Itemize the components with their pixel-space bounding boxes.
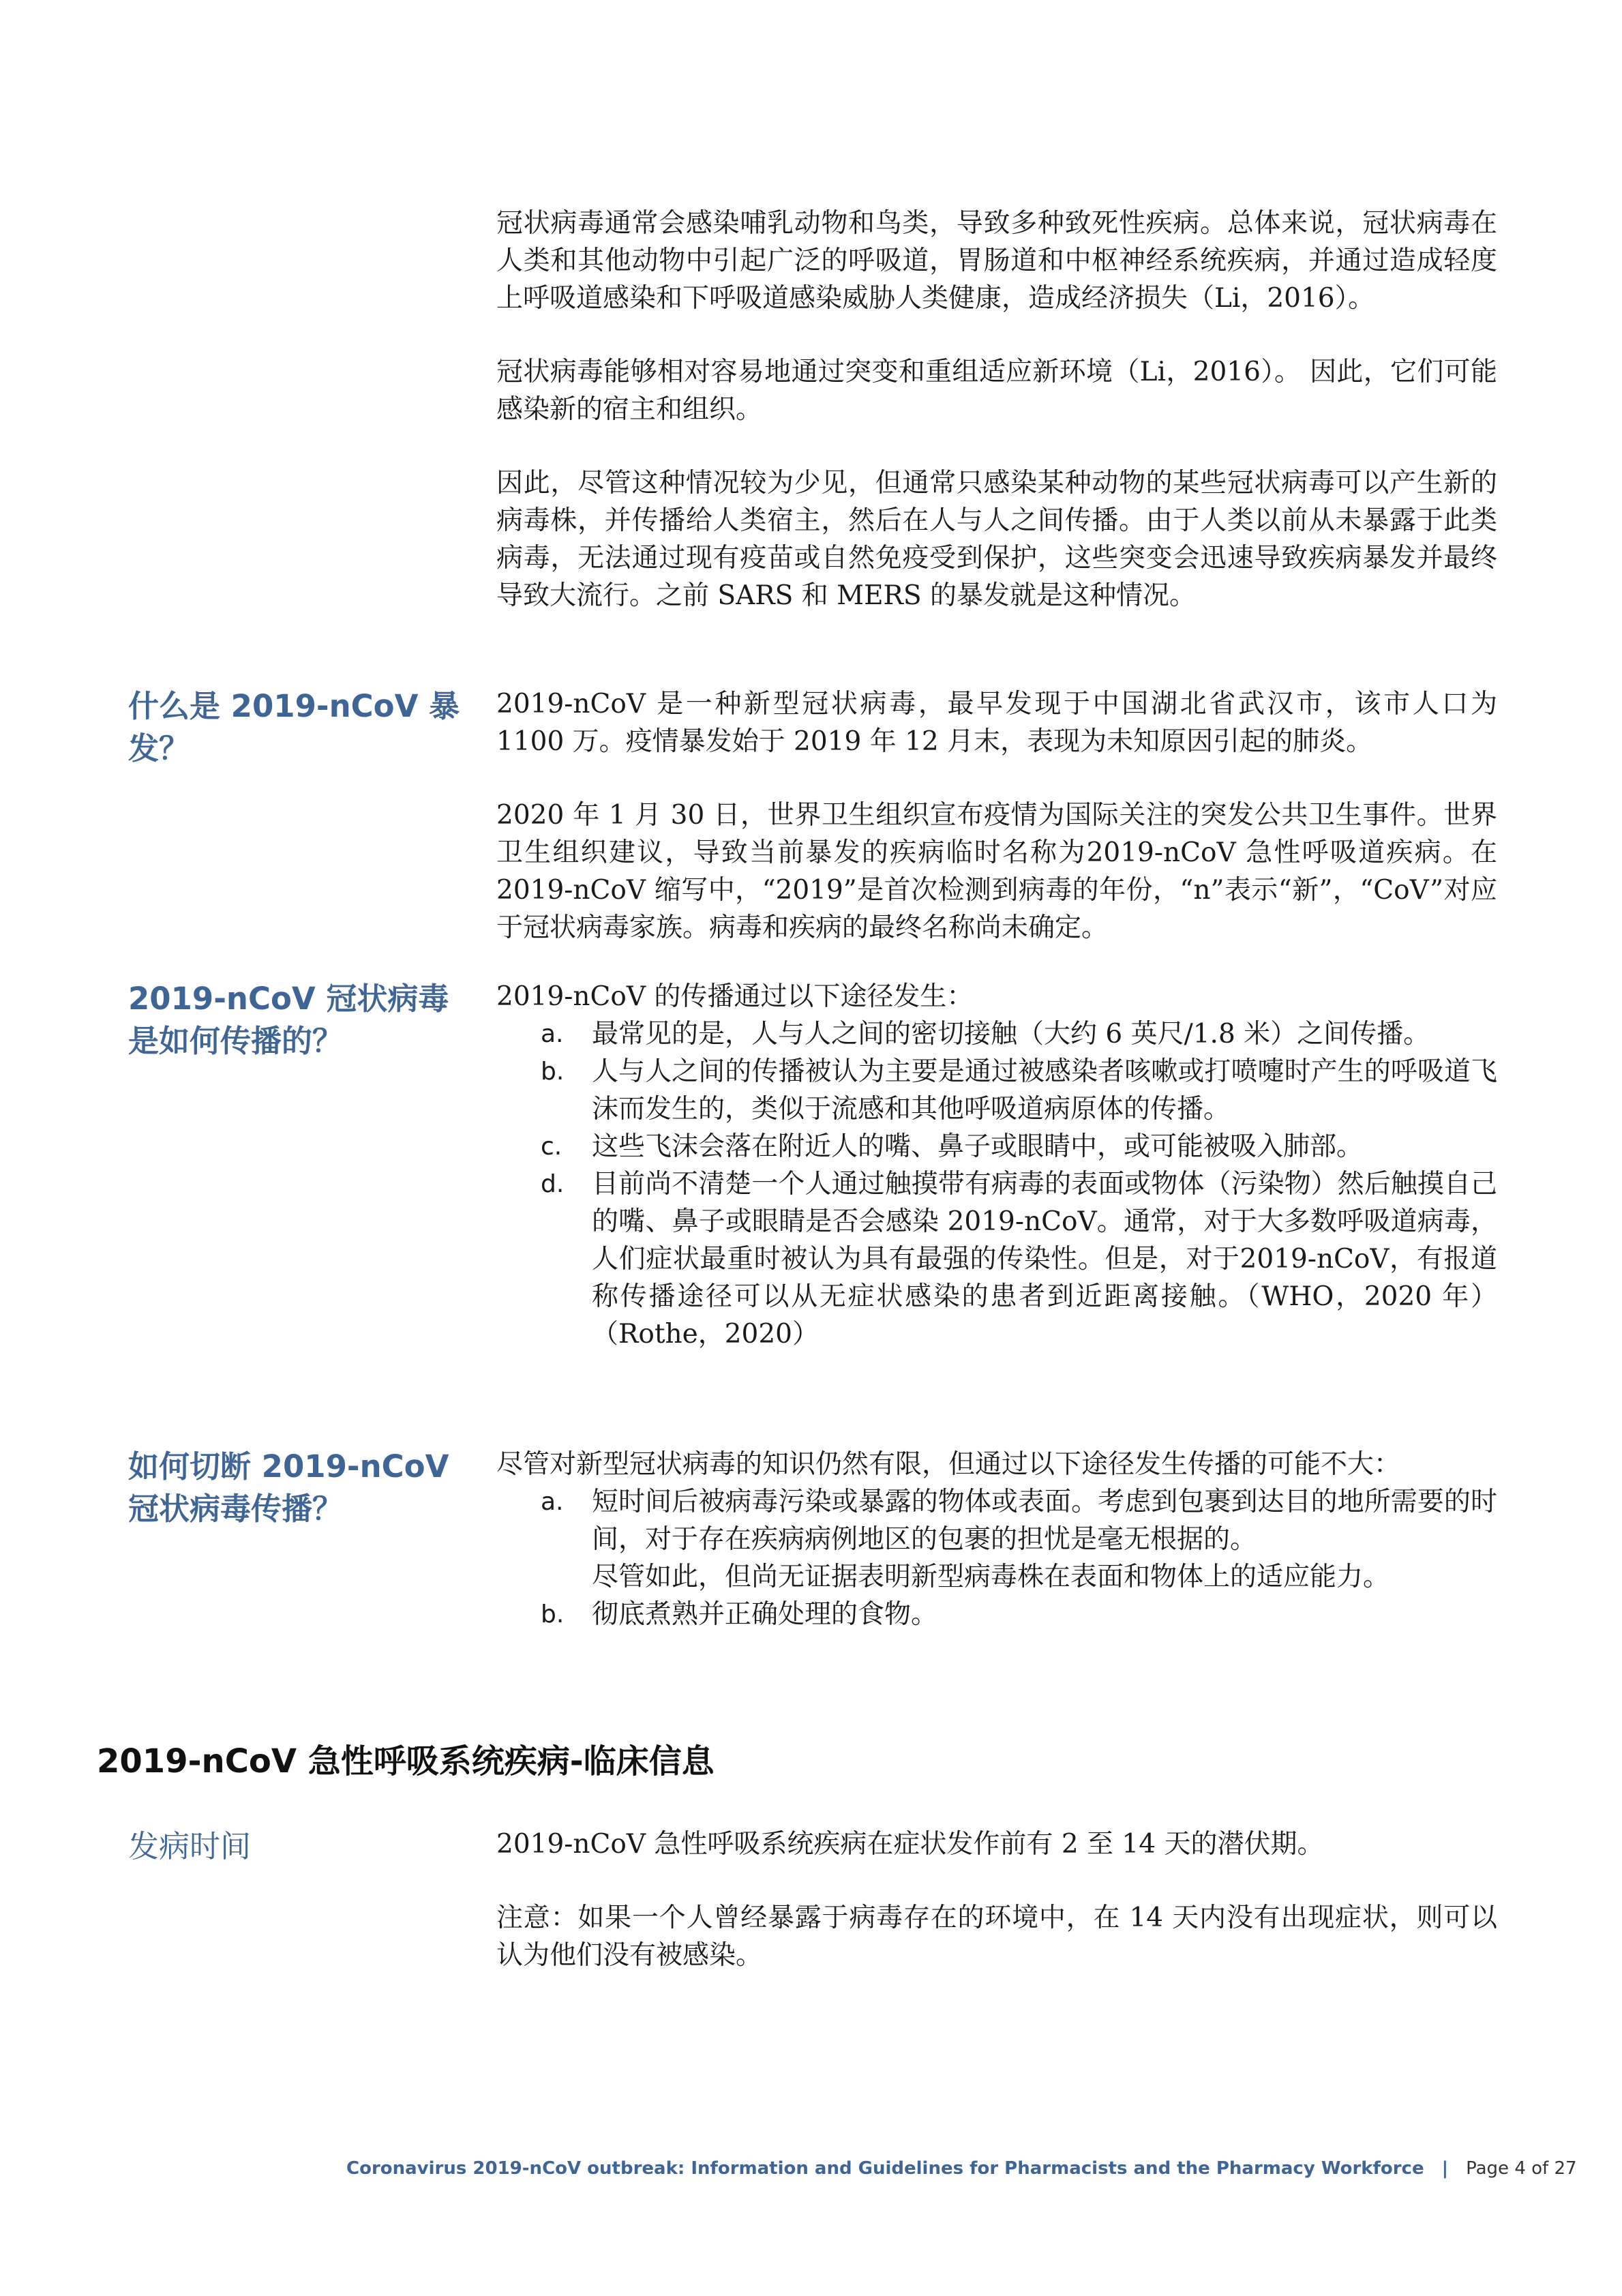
section-body-what	[496, 685, 1497, 946]
intro-block	[496, 205, 1497, 614]
section-label-break: 如何切断 2019-nCoV 冠状病毒传播？	[128, 1448, 449, 1527]
spread-item-b	[496, 1053, 1497, 1128]
list-marker: a.	[541, 1020, 564, 1048]
what-paragraph-2: 2020 年 1 月 30 日，世界卫生组织宣布疫情为国际关注的突发公共卫生事件。世界卫生组织建议，导致当前暴发的疾病临时名称为2019-nCoV 急性呼吸道疾病。在 2019-nCoV 缩写中，“2019”是首次检测到病毒的年份，“n”表示“新”，“CoV”对应于冠状病毒家族。病毒和疾病的最终名称尚未确定。	[496, 800, 1497, 943]
list-item-text: 目前尚不清楚一个人通过触摸带有病毒的表面或物体（污染物）然后触摸自己的嘴、鼻子或眼睛是否会感染 2019-nCoV。通常，对于大多数呼吸道病毒，人们症状最重时被认为具有最强的传染性。但是，对于2019-nCoV，有报道称传播途径可以从无症状感染的患者到近距离接触。（WHO，2020 年）（Rothe，2020）	[592, 1169, 1497, 1350]
list-marker: b.	[541, 1600, 565, 1628]
list-marker: d.	[541, 1170, 565, 1198]
list-item-text: 人与人之间的传播被认为主要是通过被感染者咳嗽或打喷嚏时产生的呼吸道飞沫而发生的，类似于流感和其他呼吸道病原体的传播。	[592, 1056, 1497, 1124]
list-marker: b.	[541, 1058, 565, 1086]
section-label-spread: 2019-nCoV 冠状病毒是如何传播的？	[128, 981, 449, 1059]
list-item-extra-text: 尽管如此，但尚无证据表明新型病毒株在表面和物体上的适应能力。	[592, 1562, 1390, 1592]
section-body-onset	[496, 1825, 1497, 1974]
intro-paragraph-3: 因此，尽管这种情况较为少见，但通常只感染某种动物的某些冠状病毒可以产生新的病毒株，并传播给人类宿主，然后在人与人之间传播。由于人类以前从未暴露于此类病毒，无法通过现有疫苗或自然免疫受到保护，这些突变会迅速导致疾病暴发并最终导致大流行。之前 SARS 和 MERS 的暴发就是这种情况。	[496, 468, 1497, 611]
spread-item-d	[496, 1165, 1497, 1353]
section-body-spread	[496, 978, 1497, 1353]
footer-page-number: Page 4 of 27	[1466, 2158, 1577, 2179]
what-paragraph-1: 2019-nCoV 是一种新型冠状病毒，最早发现于中国湖北省武汉市，该市人口为 1100 万。疫情暴发始于 2019 年 12 月末，表现为未知原因引起的肺炎。	[496, 689, 1497, 757]
spread-intro: 2019-nCoV 的传播通过以下途径发生：	[496, 981, 974, 1012]
section-label-onset: 发病时间	[128, 1828, 252, 1864]
onset-paragraph-2: 注意：如果一个人曾经暴露于病毒存在的环境中，在 14 天内没有出现症状，则可以认为他们没有被感染。	[496, 1903, 1497, 1971]
footer-title: Coronavirus 2019-nCoV outbreak: Information and Guidelines for Pharmacists and the Pharmacy Workforce	[346, 2158, 1424, 2179]
intro-paragraph-1: 冠状病毒通常会感染哺乳动物和鸟类，导致多种致死性疾病。总体来说，冠状病毒在人类和其他动物中引起广泛的呼吸道，胃肠道和中枢神经系统疾病，并通过造成轻度上呼吸道感染和下呼吸道感染威胁人类健康，造成经济损失（Li，2016）。	[496, 208, 1497, 314]
list-item-text: 这些飞沫会落在附近人的嘴、鼻子或眼睛中，或可能被吸入肺部。	[592, 1131, 1364, 1162]
spread-item-c	[496, 1128, 1497, 1165]
clinical-info-heading: 2019-nCoV 急性呼吸系统疾病-临床信息	[97, 1742, 715, 1780]
onset-paragraph-1: 2019-nCoV 急性呼吸系统疾病在症状发作前有 2 至 14 天的潜伏期。	[496, 1829, 1324, 1860]
list-marker: c.	[541, 1133, 562, 1161]
footer-separator: |	[1441, 2158, 1449, 2179]
list-item-text: 最常见的是，人与人之间的密切接触（大约 6 英尺/1.8 米）之间传播。	[592, 1019, 1430, 1049]
page-footer	[346, 2156, 1577, 2181]
break-item-a	[496, 1483, 1497, 1596]
section-label-what: 什么是 2019-nCoV 暴发？	[128, 688, 460, 766]
section-body-break	[496, 1446, 1497, 1633]
intro-paragraph-2: 冠状病毒能够相对容易地通过突变和重组适应新环境（Li，2016）。 因此，它们可能感染新的宿主和组织。	[496, 357, 1497, 425]
list-marker: a.	[541, 1488, 564, 1516]
break-intro: 尽管对新型冠状病毒的知识仍然有限，但通过以下途径发生传播的可能不大：	[496, 1449, 1401, 1480]
break-item-b	[496, 1596, 1497, 1633]
list-item-text: 短时间后被病毒污染或暴露的物体或表面。考虑到包裹到达目的地所需要的时间，对于存在疾病病例地区的包裹的担忧是毫无根据的。	[592, 1487, 1497, 1555]
spread-item-a	[496, 1015, 1497, 1053]
list-item-text: 彻底煮熟并正确处理的食物。	[592, 1599, 938, 1630]
